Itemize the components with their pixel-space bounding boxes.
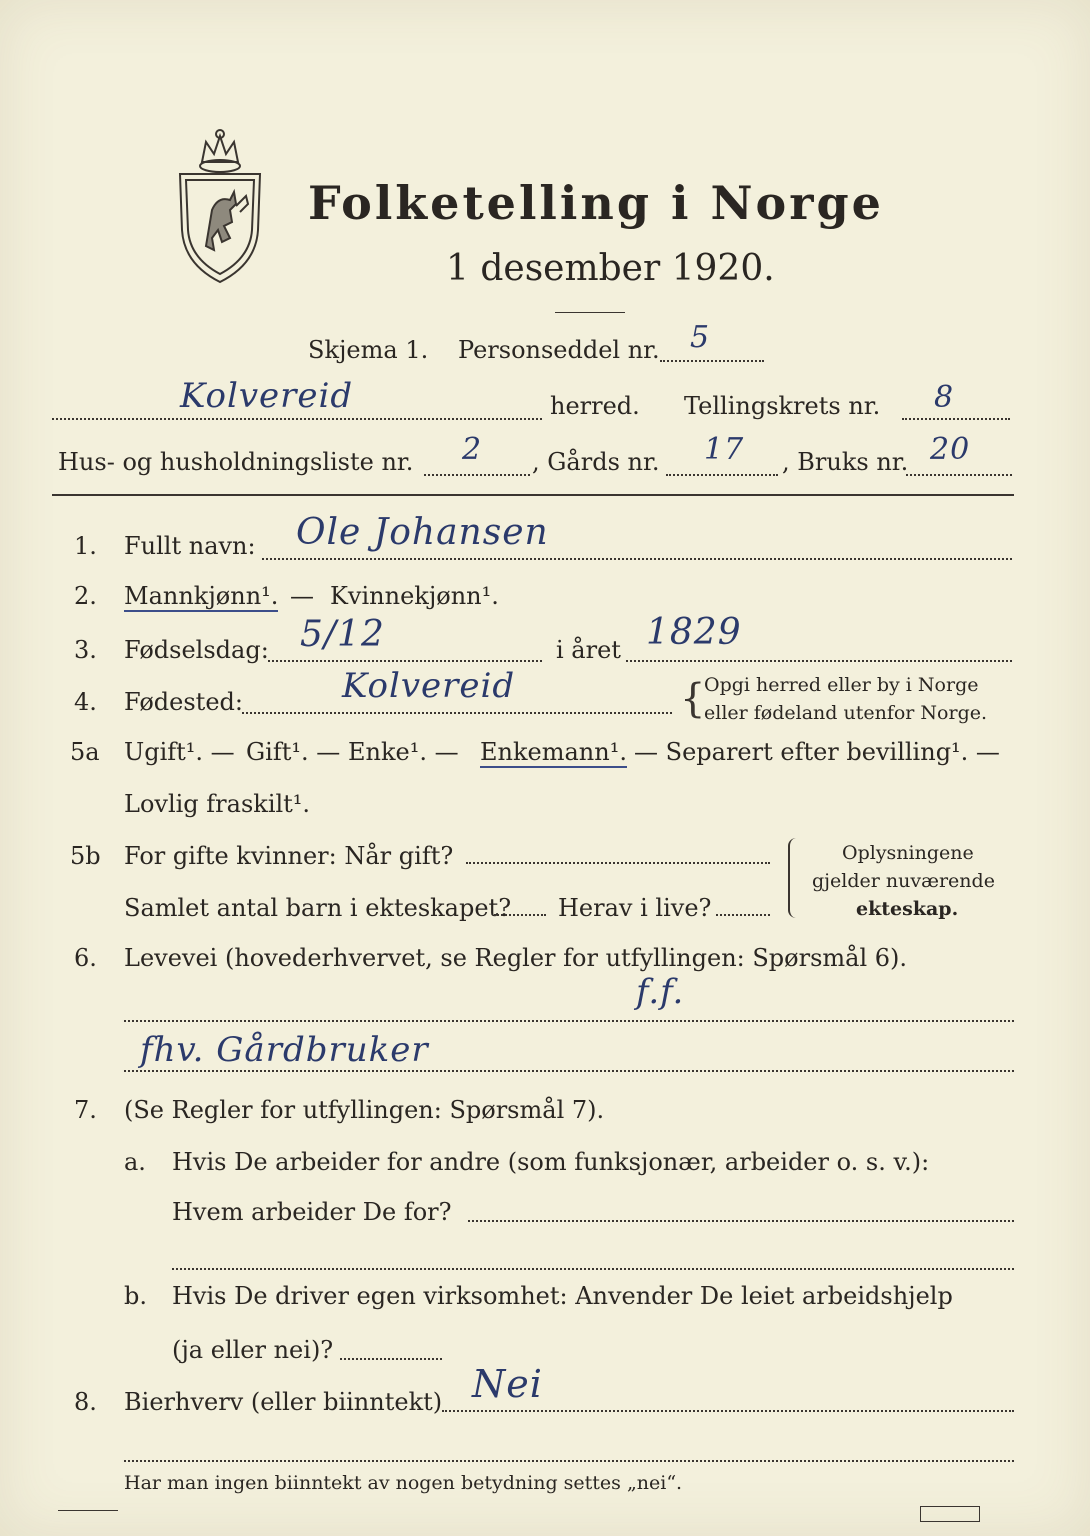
gards-line [666,474,778,476]
full-name-line [262,558,1012,560]
occupation-value[interactable]: fhv. Gårdbruker [140,1030,429,1070]
hired-help-line [340,1358,442,1360]
birth-year-line [626,660,1012,662]
q8-number: 8. [74,1388,97,1416]
printer-stamp [920,1506,980,1522]
birthplace-value[interactable]: Kolvereid [342,666,516,706]
title-divider [555,312,625,313]
marriage-note-line1: Oplysningene [842,842,974,864]
female-option[interactable]: Kvinnekjønn¹. [330,582,499,610]
side-income-value[interactable]: Nei [472,1362,543,1406]
married-when-line [466,862,770,864]
bruks-value[interactable]: 20 [930,432,971,467]
header-divider [52,494,1014,496]
personseddel-value[interactable]: 5 [690,320,711,355]
q6-number: 6. [74,944,97,972]
herred-line [52,418,542,420]
form-title: Folketelling i Norge [308,176,884,230]
husholdningsliste-label: Hus- og husholdningsliste nr. [58,448,414,476]
employer-line2 [172,1268,1014,1270]
full-name-label: Fullt navn: [124,532,256,560]
husholdningsliste-line [424,474,530,476]
occupation-label: Levevei (hovederhvervet, se Regler for utfyllingen: Spørsmål 6). [124,944,908,972]
q7-number: 7. [74,1096,97,1124]
birthplace-note-brace: { [680,676,706,722]
bruks-label: , Bruks nr. [782,448,909,476]
marital-separert-option[interactable]: — Separert efter bevilling¹. — [634,738,1000,766]
birthdate-line [268,660,542,662]
personseddel-label: Personseddel nr. [458,336,660,364]
occupation-line1 [124,1020,1014,1022]
employer-question-label: Hvis De arbeider for andre (som funksjonær, arbeider o. s. v.): [172,1148,930,1176]
birth-year-label: i året [556,636,621,664]
gards-value[interactable]: 17 [704,432,745,467]
birthdate-label: Fødselsdag: [124,636,269,664]
marriage-note-line3: ekteskap. [856,898,959,920]
employer-label: Hvem arbeider De for? [172,1198,452,1226]
q5a-number: 5a [70,738,100,766]
herred-value[interactable]: Kolvereid [180,376,354,416]
marital-enke-option[interactable]: Enke¹. — [348,738,459,766]
q7a-letter: a. [124,1148,146,1176]
bruks-line [906,474,1012,476]
norwegian-coat-of-arms-icon [172,126,268,286]
married-when-label: For gifte kvinner: Når gift? [124,842,454,870]
side-income-line2 [124,1460,1014,1462]
birthdate-value[interactable]: 5/12 [300,614,385,655]
marriage-note-bracket [788,838,800,918]
marital-gift-option[interactable]: Gift¹. — [246,738,341,766]
birthplace-label: Fødested: [124,688,243,716]
gards-label: , Gårds nr. [532,448,660,476]
hired-help-label: (ja eller nei)? [172,1336,334,1364]
birthplace-line [242,712,672,714]
full-name-value[interactable]: Ole Johansen [296,512,549,553]
marital-enkemann-option[interactable]: Enkemann¹. [480,738,627,766]
gender-separator: — [290,582,314,610]
q4-number: 4. [74,688,97,716]
children-count-line [494,914,546,916]
marital-fraskilt-option[interactable]: Lovlig fraskilt¹. [124,790,311,818]
children-alive-label: Herav i live? [558,894,712,922]
employer-line1 [468,1220,1014,1222]
side-income-line1 [442,1410,1014,1412]
self-employed-question-label: Hvis De driver egen virksomhet: Anvender De leiet arbeidshjelp [172,1282,953,1310]
birthplace-note-line1: Opgi herred eller by i Norge [704,674,979,696]
q2-number: 2. [74,582,97,610]
husholdningsliste-value[interactable]: 2 [462,432,483,467]
birth-year-value[interactable]: 1829 [646,612,742,653]
tellingskrets-line [902,418,1010,420]
form-subtitle: 1 desember 1920. [446,248,775,289]
occupation-line2 [124,1070,1014,1072]
side-income-label: Bierhverv (eller biinntekt) [124,1388,443,1416]
marital-ugift-option[interactable]: Ugift¹. — [124,738,235,766]
q1-number: 1. [74,532,97,560]
personseddel-line [660,360,764,362]
birthplace-note-line2: eller fødeland utenfor Norge. [704,702,988,724]
occupation-mark[interactable]: f.f. [636,972,685,1012]
children-alive-line [716,914,770,916]
skjema-label: Skjema 1. [308,336,429,364]
q7b-letter: b. [124,1282,147,1310]
q5b-number: 5b [70,842,101,870]
footer-rule [58,1510,118,1511]
children-count-label: Samlet antal barn i ekteskapet? [124,894,512,922]
marriage-note-line2: gjelder nuværende [812,870,995,892]
tellingskrets-label: Tellingskrets nr. [684,392,881,420]
male-option[interactable]: Mannkjønn¹. [124,582,279,610]
q7-label: (Se Regler for utfyllingen: Spørsmål 7). [124,1096,605,1124]
tellingskrets-value[interactable]: 8 [934,380,955,415]
q3-number: 3. [74,636,97,664]
footer-note: Har man ingen biinntekt av nogen betydning settes „nei“. [124,1472,683,1494]
herred-label: herred. [550,392,640,420]
